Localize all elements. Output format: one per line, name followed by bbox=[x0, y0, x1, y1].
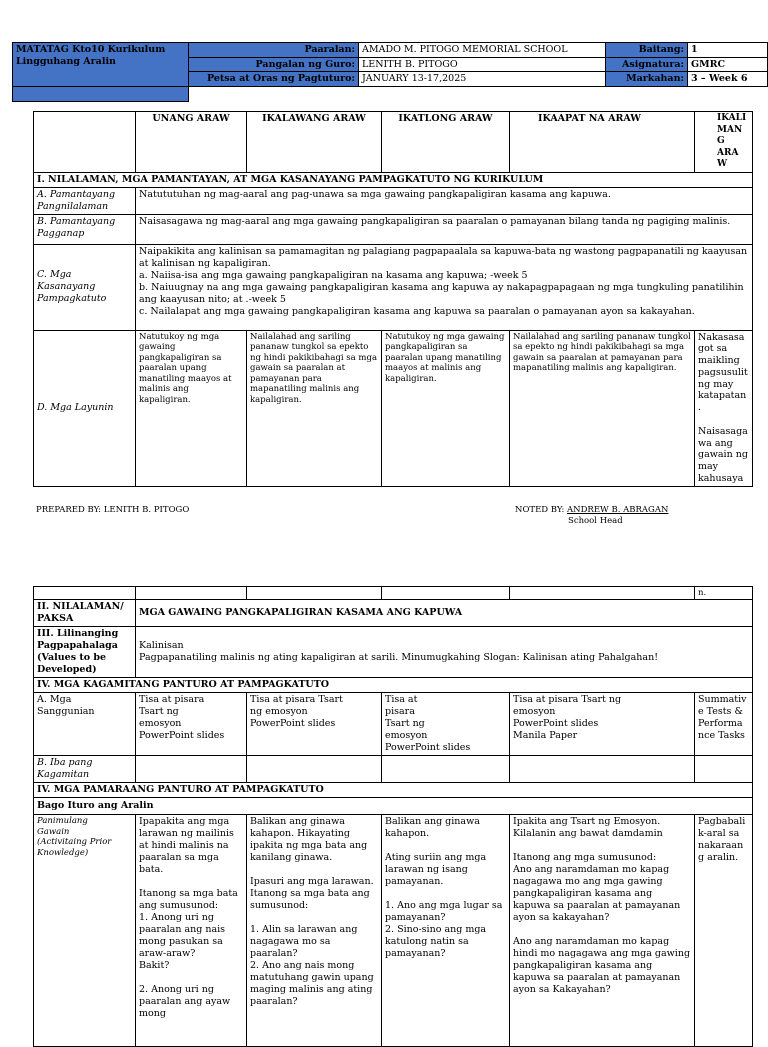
header-table bbox=[12, 42, 768, 102]
teacher-label: Pangalan ng Guro: bbox=[189, 58, 359, 72]
pamaraan-title: IV. MGA PAMARAANG PANTURO AT PAMPAGKATUTO bbox=[34, 783, 753, 798]
prepared-by: PREPARED BY: LENITH B. PITOGO bbox=[36, 505, 190, 515]
sanggunian-day-2: Tisa at pisara Tsart ng emosyon PowerPoint slides bbox=[247, 693, 382, 756]
kagamitan-title: IV. MGA KAGAMITANG PANTURO AT PAMPAGKATUTO bbox=[34, 678, 753, 693]
kasanayang-text: Naipakikita ang kalinisan sa pamamagitan ng palagiang pagpapaalala sa kapuwa-bata ng wastong pagpapanatili ng kaayusan at kalinisan ng kapaligiran. a. Naiisa-isa ang mga gawaing pangkapaligiran na kasama ang kapuwa; -week 5 b. Naiuugnay na ang mga gawaing pangkapaligiran kasama ang kapuwa ay nakapagpapagaan ng mga tungkuling panatilihin ang kaayusan nito; at .-week 5 c. Nailalapat ang mga gawaing pangkapaligiran kasama ang kapuwa sa paaralan o pamayanan ayon sa kakayahan. bbox=[136, 244, 753, 330]
lesson-table-1 bbox=[33, 111, 753, 487]
day-1-header: UNANG ARAW bbox=[136, 112, 247, 173]
bago-ituro-label: Bago Ituro ang Aralin bbox=[34, 798, 753, 815]
noted-name: ANDREW B. ABRAGAN bbox=[567, 505, 669, 515]
pamantayang-pagganap-text: Naisasagawa ng mag-aaral ang mga gawaing pangkapaligiran sa paaralan o pamayanan bilang tanda ng pagiging malinis. bbox=[136, 214, 753, 244]
section1-title: I. NILALAMAN, MGA PAMANTAYAN, AT MGA KASANAYANG PAMPAGKATUTO NG KURIKULUM bbox=[34, 172, 753, 187]
iba-pang-kagamitan-label: B. Iba pang Kagamitan bbox=[34, 756, 136, 783]
sanggunian-day-5: Summativ e Tests & Performa nce Tasks bbox=[695, 693, 753, 756]
noted-title: School Head bbox=[568, 516, 623, 526]
school-label: Paaralan: bbox=[189, 43, 359, 58]
pagpapahalaga-text: Kalinisan Pagpapanatiling malinis ng ating kapaligiran at sarili. Minumugkahing Slogan: Kalinisan ating Pahalgahan! bbox=[136, 627, 753, 678]
layunin-label: D. Mga Layunin bbox=[34, 330, 136, 486]
day-2-header: IKALAWANG ARAW bbox=[247, 112, 382, 173]
pagpapahalaga-label: III. Lilinanging Pagpapahalaga (Values to be Developed) bbox=[34, 627, 136, 678]
panimulang-day-5: Pagbabali k-aral sa nakaraan g aralin. bbox=[695, 815, 753, 1047]
quarter-label: Markahan: bbox=[606, 72, 688, 87]
subject-label: Asignatura: bbox=[606, 58, 688, 72]
layunin-day-4: Nailalahad ang sariling pananaw tungkol sa epekto ng hindi pakikibahagi sa mga gawain sa paaralan at pamayanan para mapanatiling malinis ang kapaligiran. bbox=[510, 330, 695, 486]
layunin-day-5: Nakasasa got sa maikling pagsusulit ng may katapatan . Naisasaga wa ang gawain ng may kahusaya bbox=[695, 330, 753, 486]
pamantayang-pagganap-label: B. Pamantayang Pagganap bbox=[34, 214, 136, 244]
panimulang-gawain-label: Panimulang Gawain (Activitaing Prior Knowledge) bbox=[34, 815, 136, 1047]
day-4-header: IKAAPAT NA ARAW bbox=[510, 112, 695, 173]
grade-label: Baitang: bbox=[606, 43, 688, 58]
noted-label: NOTED BY: bbox=[515, 505, 568, 515]
panimulang-day-2: Balikan ang ginawa kahapon. Hikayating ipakita ng mga bata ang kanilang ginawa. Ipasuri ang mga larawan. Itanong sa mga bata ang sumusunod: 1. Alin sa larawan ang nagagawa mo sa paaralan? 2. Ano ang nais mong matutuhang gawin upang maging malinis ang ating paaralan? bbox=[247, 815, 382, 1047]
layunin-day-2: Nailalahad ang sariling pananaw tungkol sa epekto ng hindi pakikibahagi sa mga gawain sa paaralan at pamayanan para mapanatiling malinis ang kapaligiran. bbox=[247, 330, 382, 486]
sanggunian-label: A. Mga Sanggunian bbox=[34, 693, 136, 756]
panimulang-day-4: Ipakita ang Tsart ng Emosyon. Kilalanin ang bawat damdamin Itanong ang mga sumusunod: Ano ang naramdaman mo kapag nagagawa mo ang mga gawing pangkapaligiran kasama ang kapuwa sa paaralan at pamayanan ayon sa kakayahan? Ano ang naramdaman mo kapag hindi mo nagagawa ang mga gawing pangkapaligiran kasama ang kapuwa sa paaralan at pamayanan ayon sa Kakayahan? bbox=[510, 815, 695, 1047]
lesson-table-2 bbox=[33, 586, 753, 1047]
top-n: n. bbox=[695, 587, 753, 600]
pamantayang-pangnilalaman-label: A. Pamantayang Pangnilalaman bbox=[34, 187, 136, 214]
school-value: AMADO M. PITOGO MEMORIAL SCHOOL bbox=[359, 43, 606, 58]
panimulang-day-3: Balikan ang ginawa kahapon. Ating suriin ang mga larawan ng isang pamayanan. 1. Ano ang mga lugar sa pamayanan? 2. Sino-sino ang mga katulong natin sa pamayanan? bbox=[382, 815, 510, 1047]
subject-value: GMRC bbox=[688, 58, 768, 72]
sanggunian-day-3: Tisa at pisara Tsart ng emosyon PowerPoint slides bbox=[382, 693, 510, 756]
quarter-value: 3 – Week 6 bbox=[688, 72, 768, 87]
layunin-day-1: Natutukoy ng mga gawaing pangkapaligiran sa paaralan upang manatiling maayos at malinis ang kapaligiran. bbox=[136, 330, 247, 486]
day-5-header: IKALI MAN G ARA W bbox=[695, 112, 753, 173]
layunin-day-3: Natutukoy ng mga gawaing pangkapaligiran sa paaralan upang manatiling maayos at malinis ang kapaligiran. bbox=[382, 330, 510, 486]
kasanayang-label: C. Mga Kasanayang Pampagkatuto bbox=[34, 244, 136, 330]
nilalaman-label: II. NILALAMAN/ PAKSA bbox=[34, 600, 136, 627]
grade-value: 1 bbox=[688, 43, 768, 58]
date-label: Petsa at Oras ng Pagtuturo: bbox=[189, 72, 359, 87]
program-title: MATATAG Kto10 Kurikulum Lingguhang Aralin bbox=[13, 43, 189, 87]
panimulang-day-1: Ipapakita ang mga larawan ng mailinis at hindi malinis na paaralan sa mga bata. Itanong sa mga bata ang sumusunod: 1. Anong uri ng paaralan ang nais mong pasukan sa araw-araw? Bakit? 2. Anong uri ng paaralan ang ayaw mong bbox=[136, 815, 247, 1047]
teacher-value: LENITH B. PITOGO bbox=[359, 58, 606, 72]
date-value: JANUARY 13-17,2025 bbox=[359, 72, 606, 87]
pamantayang-pangnilalaman-text: Natututuhan ng mag-aaral ang pag-unawa sa mga gawaing pangkapaligiran kasama ang kapuwa. bbox=[136, 187, 753, 214]
noted-by bbox=[515, 505, 668, 515]
sanggunian-day-4: Tisa at pisara Tsart ng emosyon PowerPoint slides Manila Paper bbox=[510, 693, 695, 756]
day-3-header: IKATLONG ARAW bbox=[382, 112, 510, 173]
nilalaman-text: MGA GAWAING PANGKAPALIGIRAN KASAMA ANG KAPUWA bbox=[136, 600, 753, 627]
sanggunian-day-1: Tisa at pisara Tsart ng emosyon PowerPoint slides bbox=[136, 693, 247, 756]
